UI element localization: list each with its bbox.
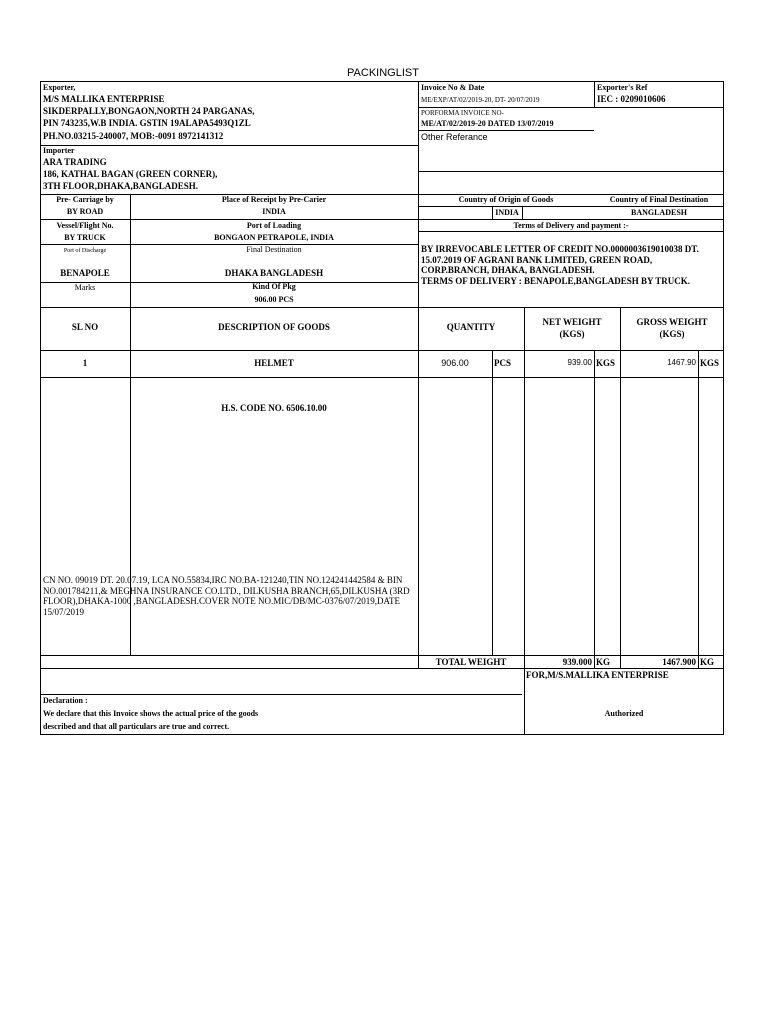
loading-label: Port of Loading bbox=[246, 221, 302, 230]
invoice-number: ME/EXP/AT/02/2019-20, DT- 20/07/2019 bbox=[421, 96, 540, 104]
total-net-weight: 939.000 bbox=[562, 657, 592, 667]
final-destination-label: Final Destination bbox=[246, 245, 302, 254]
proforma-number: ME/AT/02/2019-20 DATED 13/07/2019 bbox=[421, 119, 554, 128]
col-header-quantity: QUANTITY bbox=[446, 322, 496, 332]
exporter-address-line2: PIN 743235,W.B INDIA. GSTIN 19ALAPA5493Q1ZL bbox=[43, 118, 251, 128]
final-country-label: Country of Final Destination bbox=[609, 195, 709, 204]
importer-label: Importer bbox=[43, 146, 75, 155]
total-net-unit: KG bbox=[596, 657, 611, 667]
vessel-value: BY TRUCK bbox=[64, 233, 106, 242]
col-header-sl: SL NO bbox=[71, 322, 99, 332]
declaration-label: Declaration : bbox=[43, 696, 88, 705]
row-description: HELMET bbox=[254, 358, 294, 368]
terms-label: Terms of Delivery and payment :- bbox=[513, 221, 629, 230]
terms-line2: 15.07.2019 OF AGRANI BANK LIMITED, GREEN ROAD, bbox=[421, 255, 653, 265]
importer-address-line2: 3TH FLOOR,DHAKA,BANGLADESH. bbox=[43, 181, 199, 191]
col-header-net-weight: NET WEIGHT bbox=[542, 317, 602, 327]
total-weight-label: TOTAL WEIGHT bbox=[435, 657, 507, 667]
for-company: FOR,M/S.MALLIKA ENTERPRISE bbox=[526, 670, 669, 680]
row-sl: 1 bbox=[82, 358, 88, 368]
hs-code: H.S. CODE NO. 6506.10.00 bbox=[221, 403, 327, 413]
exporter-name: M/S MALLIKA ENTERPRISE bbox=[43, 94, 165, 104]
final-destination-value: DHAKA BANGLADESH bbox=[224, 268, 324, 278]
proforma-label: PORFORMA INVOICE NO- bbox=[421, 109, 504, 117]
discharge-label: Port of Discharge bbox=[63, 248, 107, 254]
loading-value: BONGAON PETRAPOLE, INDIA bbox=[214, 233, 334, 242]
kind-of-pkg-label: Kind Of Pkg bbox=[252, 282, 296, 291]
importer-name: ARA TRADING bbox=[43, 157, 107, 167]
authorized-signature: Authorized bbox=[604, 709, 644, 718]
origin-label: Country of Origin of Goods bbox=[458, 195, 554, 204]
row-net-weight: 939.00 bbox=[567, 358, 592, 367]
exporter-phone: PH.NO.03215-240007, MOB:-0091 8972141312 bbox=[43, 131, 224, 141]
remarks-text: CN NO. 09019 DT. 20.07.19, LCA NO.55834,IRC NO.BA-121240,TIN NO.124241442584 & BIN NO.001784211,& MEGHNA INSURANCE CO.LTD., DILKUSHA BRANCH,65,DILKUSHA (3RD FLOOR),DHAKA-1000 ,BANGLADESH.COVER NOTE NO.MIC/DB/MC-0376/07/2019,DATE 15/07/2019 bbox=[43, 575, 410, 617]
exporter-address-line1: SIKDERPALLY,BONGAON,NORTH 24 PARGANAS, bbox=[43, 106, 255, 116]
receipt-value: INDIA bbox=[262, 207, 286, 216]
invoice-label: Invoice No & Date bbox=[421, 83, 485, 92]
page-title: PACKINGLIST bbox=[347, 67, 419, 79]
exporter-ref-label: Exporter's Ref bbox=[597, 83, 648, 92]
vessel-label: Vessel/Flight No. bbox=[56, 221, 114, 230]
origin-value: INDIA bbox=[495, 208, 519, 217]
col-header-gross-unit: (KGS) bbox=[659, 329, 685, 339]
terms-line1: BY IRREVOCABLE LETTER OF CREDIT NO.0000003619010038 DT. bbox=[421, 244, 699, 254]
declaration-line1: We declare that this Invoice shows the actual price of the goods bbox=[43, 709, 259, 718]
iec-code: IEC : 0209010606 bbox=[597, 94, 666, 104]
marks-label: Marks bbox=[74, 283, 96, 292]
row-gross-weight: 1467.90 bbox=[667, 358, 696, 367]
pre-carriage-label: Pre- Carriage by bbox=[56, 195, 114, 204]
terms-line4: TERMS OF DELIVERY : BENAPOLE,BANGLADESH BY TRUCK. bbox=[421, 276, 691, 286]
row-net-unit: KGS bbox=[596, 358, 616, 368]
kind-of-pkg-value: 906.00 PCS bbox=[254, 295, 294, 304]
final-country-value: BANGLADESH bbox=[630, 208, 687, 217]
total-gross-unit: KG bbox=[700, 657, 715, 667]
col-header-net-unit: (KGS) bbox=[559, 329, 585, 339]
col-header-gross-weight: GROSS WEIGHT bbox=[636, 317, 708, 327]
receipt-label: Place of Receipt by Pre-Carier bbox=[221, 195, 327, 204]
col-header-description: DESCRIPTION OF GOODS bbox=[218, 322, 330, 332]
discharge-value: BENAPOLE bbox=[60, 268, 110, 278]
total-gross-weight: 1467.900 bbox=[662, 657, 696, 667]
declaration-line2: described and that all particulars are true and correct. bbox=[43, 722, 230, 731]
row-gross-unit: KGS bbox=[700, 358, 720, 368]
exporter-label: Exporter, bbox=[43, 83, 76, 92]
row-quantity: 906.00 bbox=[441, 358, 469, 368]
other-reference-label: Other Referance bbox=[421, 132, 488, 142]
row-quantity-unit: PCS bbox=[494, 358, 512, 368]
importer-address-line1: 186, KATHAL BAGAN (GREEN CORNER), bbox=[43, 169, 218, 179]
pre-carriage-value: BY ROAD bbox=[66, 207, 104, 216]
terms-line3: CORP.BRANCH, DHAKA, BANGLADESH. bbox=[421, 265, 595, 275]
